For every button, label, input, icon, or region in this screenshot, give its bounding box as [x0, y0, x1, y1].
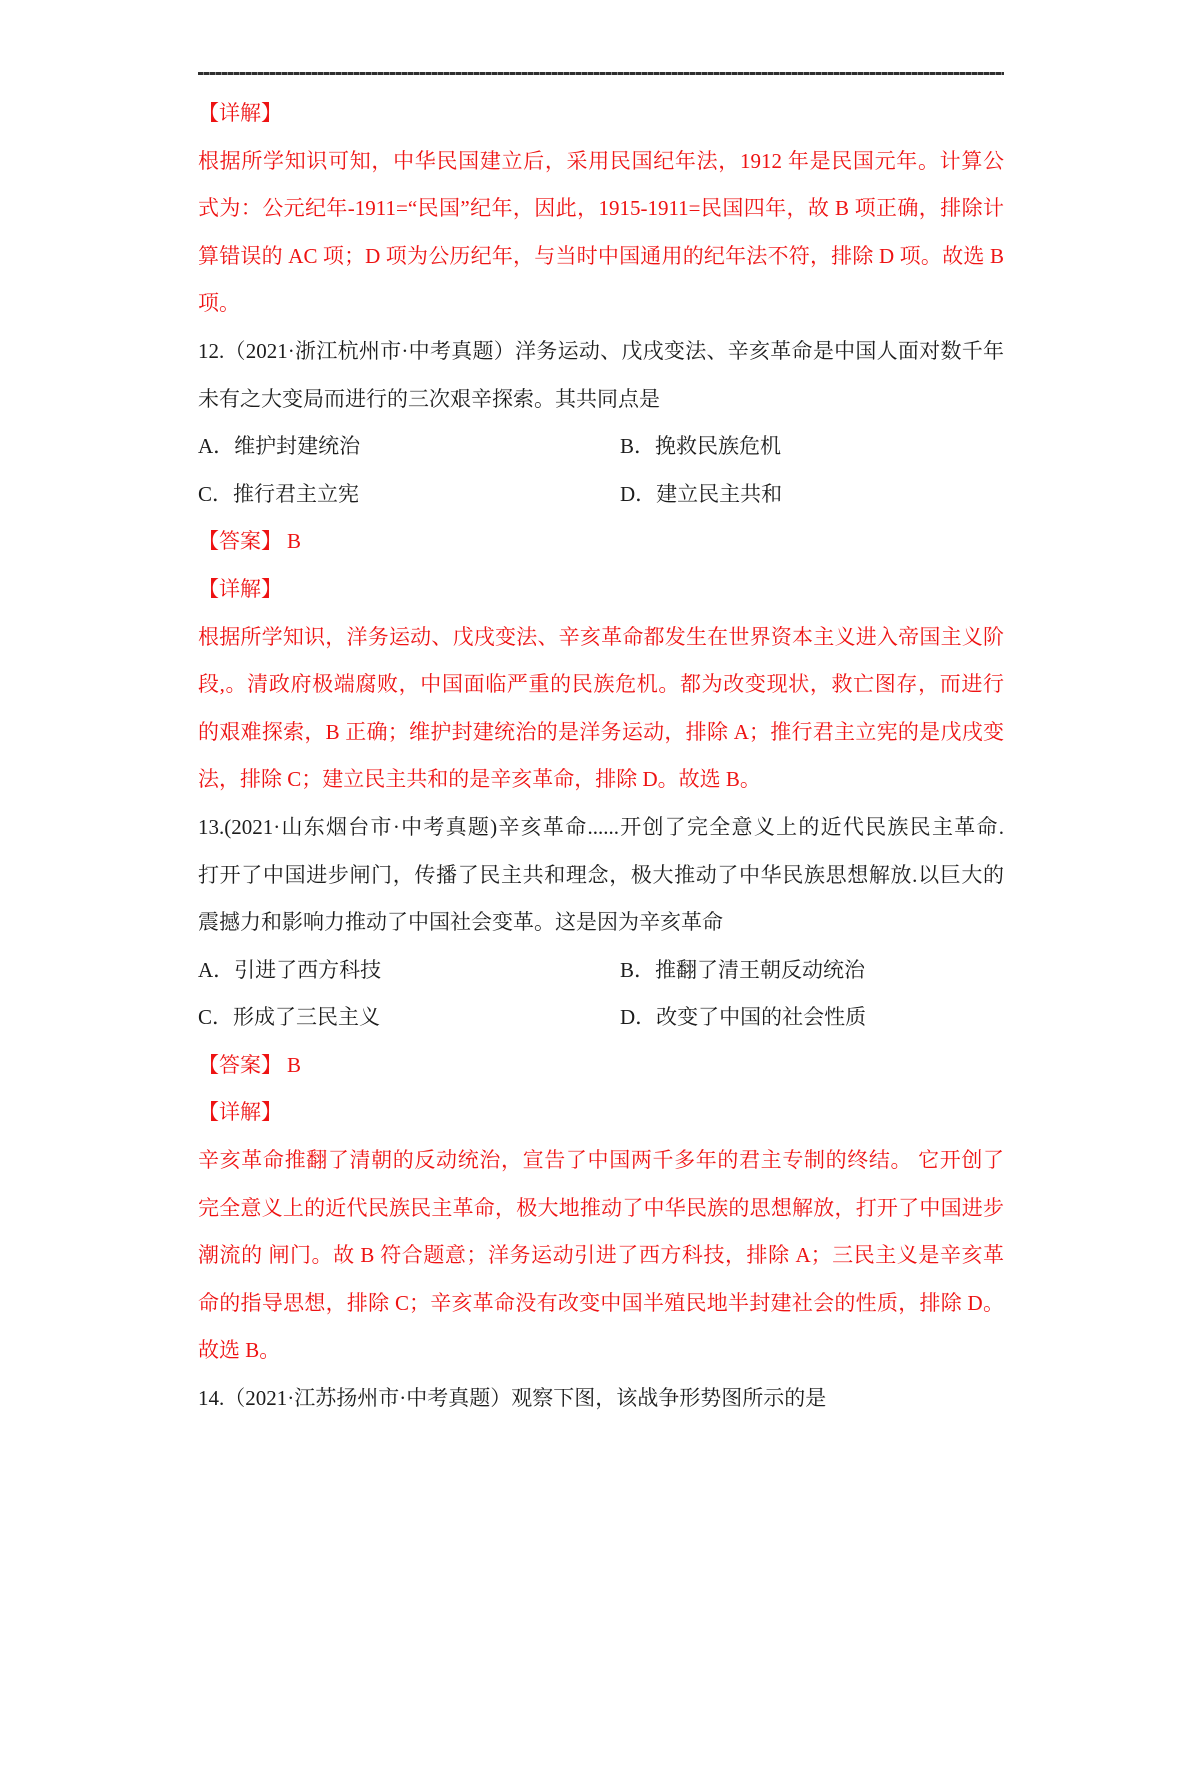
page-content [198, 90, 1004, 1423]
question-13-options-row-2 [198, 994, 1004, 1042]
question-12-options-row-1 [198, 423, 1004, 471]
detail-label-q12: 【详解】 [198, 576, 282, 601]
question-12-option-c: C．推行君主立宪 [198, 481, 360, 506]
answer-row-q12 [198, 518, 1004, 566]
explanation-q11-line-1: 根据所学知识可知，中华民国建立后，采用民国纪年法，1912 年是民国元年。计算公 [198, 148, 1004, 173]
explanation-q12-line-4: 法，排除 C；建立民主共和的是辛亥革命，排除 D。故选 B。 [198, 767, 761, 792]
detail-label-q13: 【详解】 [198, 1100, 282, 1125]
answer-row-q13 [198, 1042, 1004, 1090]
explanation-q13-line-5: 故选 B。 [198, 1338, 281, 1363]
explanation-q11-line-2: 式为：公元纪年-1911=“民国”纪年，因此，1915-1911=民国四年，故 B 项正确，排除计 [198, 196, 1004, 221]
question-13-option-d: D．改变了中国的社会性质 [620, 1005, 867, 1030]
explanation-q12-line-3: 的艰难探索，B 正确；维护封建统治的是洋务运动，排除 A；推行君主立宪的是戊戌变 [198, 719, 1004, 744]
answer-value-q13: B [287, 1052, 302, 1077]
explanation-q13-line-1: 辛亥革命推翻了清朝的反动统治，宣告了中国两千多年的君主专制的终结。 它开创了 [198, 1148, 1004, 1173]
explanation-q13-line-3: 潮流的 闸门。故 B 符合题意；洋务运动引进了西方科技，排除 A；三民主义是辛亥革 [198, 1243, 1004, 1268]
question-13-stem-line-2: 打开了中国进步闸门，传播了民主共和理念，极大推动了中华民族思想解放.以巨大的 [198, 862, 1004, 887]
question-12-stem-line-2: 未有之大变局而进行的三次艰辛探索。其共同点是 [198, 386, 660, 411]
question-13-option-b: B．推翻了清王朝反动统治 [620, 957, 866, 982]
explanation-q13-line-2: 完全意义上的近代民族民主革命，极大地推动了中华民族的思想解放，打开了中国进步 [198, 1195, 1004, 1220]
question-13-option-a: A．引进了西方科技 [198, 957, 382, 982]
answer-label-q12: 【答案】 [198, 529, 282, 554]
question-12-stem-line-1: 12.（2021·浙江杭州市·中考真题）洋务运动、戊戌变法、辛亥革命是中国人面对数千年 [198, 338, 1004, 363]
explanation-q12 [198, 614, 1004, 804]
explanation-q11-line-3: 算错误的 AC 项；D 项为公历纪年，与当时中国通用的纪年法不符，排除 D 项。故选 B [198, 243, 1004, 268]
detail-label-q11: 【详解】 [198, 101, 282, 125]
explanation-q12-line-2: 段,。清政府极端腐败，中国面临严重的民族危机。都为改变现状，救亡图存，而进行 [198, 672, 1004, 697]
question-12-option-b: B．挽救民族危机 [620, 434, 782, 459]
answer-label-q13: 【答案】 [198, 1052, 282, 1077]
question-12-stem [198, 328, 1004, 423]
explanation-q13 [198, 1137, 1004, 1375]
question-12-options-row-2 [198, 471, 1004, 519]
question-13-stem-line-3: 震撼力和影响力推动了中国社会变革。这是因为辛亥革命 [198, 910, 723, 935]
explanation-q13-line-4: 命的指导思想，排除 C；辛亥革命没有改变中国半殖民地半封建社会的性质，排除 D。 [198, 1290, 1004, 1315]
explanation-q11 [198, 138, 1004, 328]
answer-value-q12: B [287, 529, 302, 554]
question-13-option-c: C．形成了三民主义 [198, 1005, 381, 1030]
page-divider-line [198, 72, 1004, 75]
explanation-q12-line-1: 根据所学知识，洋务运动、戊戌变法、辛亥革命都发生在世界资本主义进入帝国主义阶 [198, 624, 1004, 649]
question-14-stem [198, 1375, 1004, 1423]
document-page [0, 72, 1200, 1423]
question-12-option-a: A．维护封建统治 [198, 434, 361, 459]
question-14-stem-line-1: 14.（2021·江苏扬州市·中考真题）观察下图，该战争形势图所示的是 [198, 1386, 827, 1411]
explanation-q11-line-4: 项。 [198, 291, 240, 316]
question-13-stem [198, 804, 1004, 947]
question-13-stem-line-1: 13.(2021·山东烟台市·中考真题)辛亥革命......开创了完全意义上的近代民族民主革命. [198, 814, 1004, 839]
question-12-option-d: D．建立民主共和 [620, 481, 783, 506]
question-13-options-row-1 [198, 947, 1004, 995]
